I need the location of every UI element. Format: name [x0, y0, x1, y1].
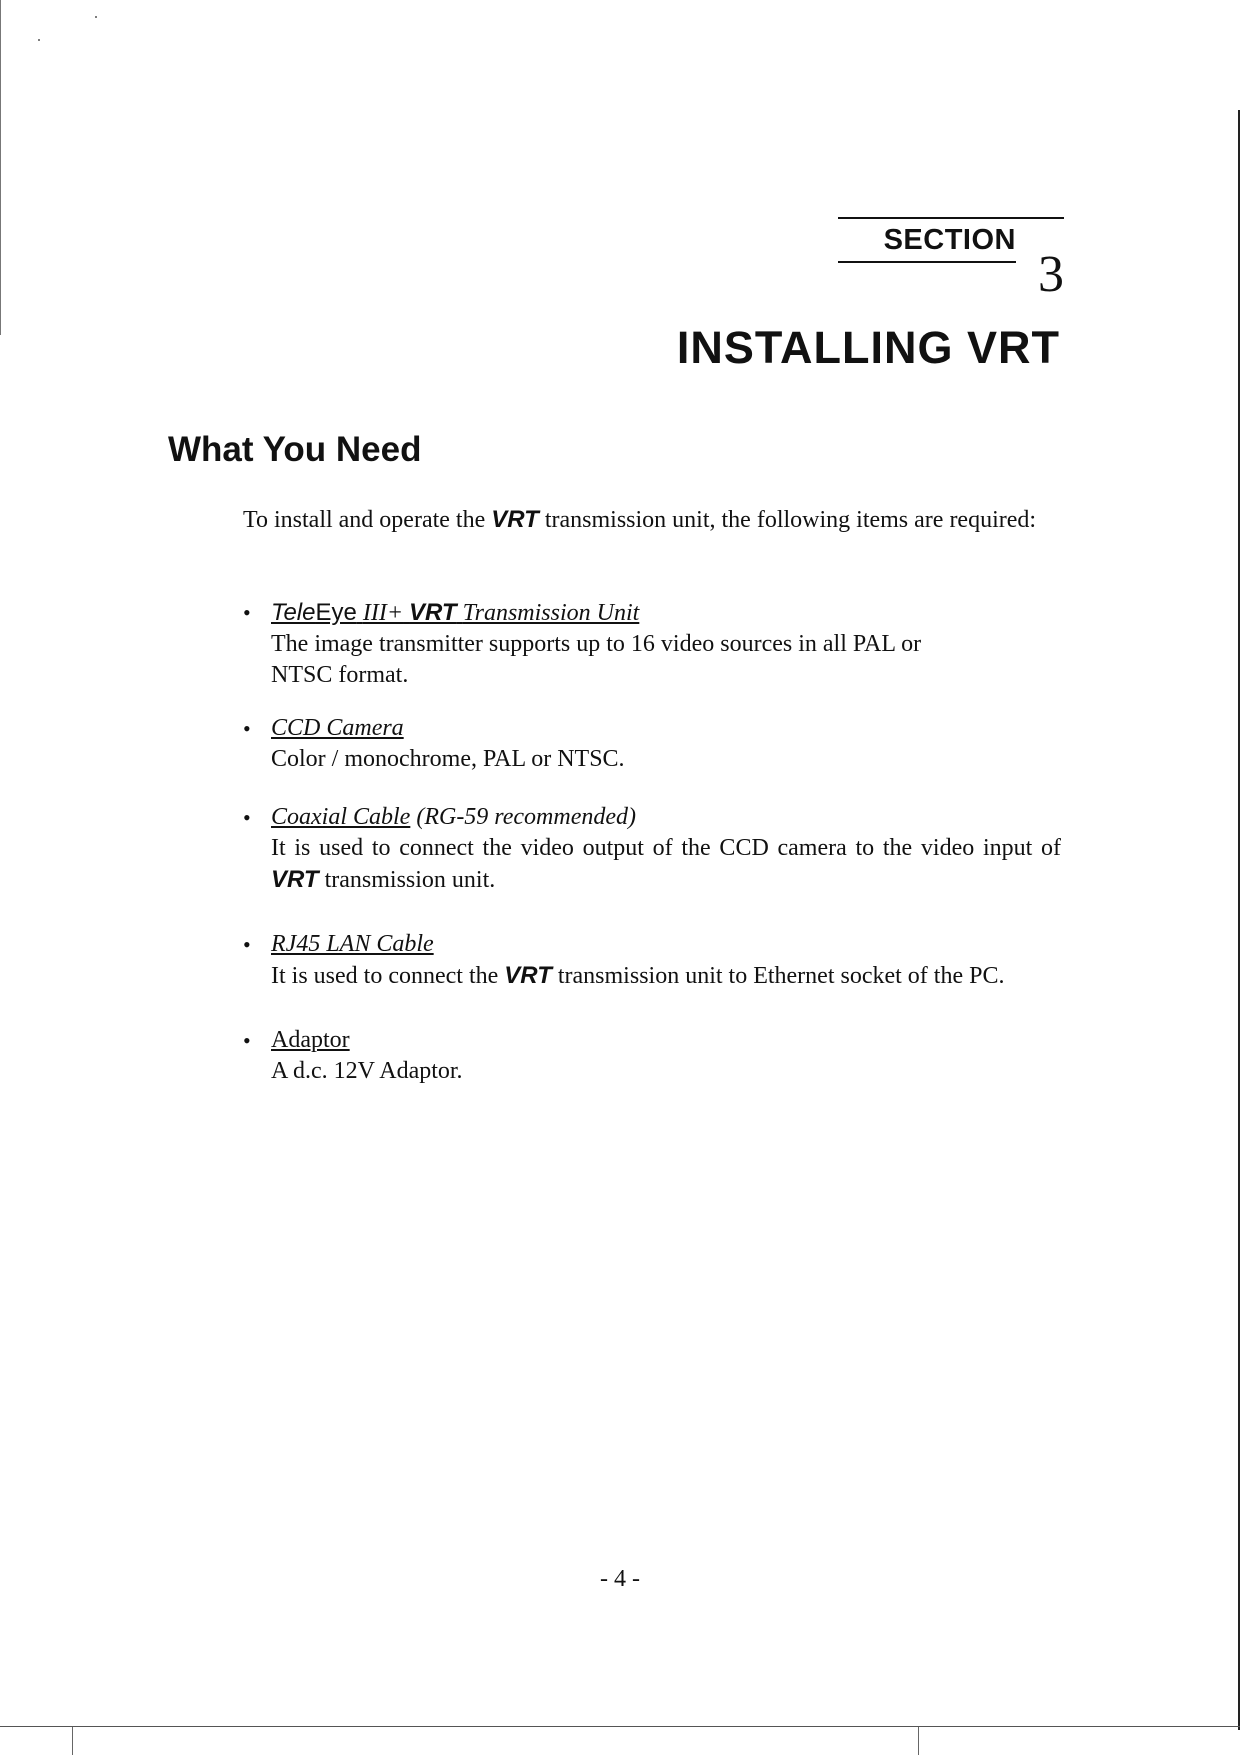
intro-text-after: transmission unit, the following items are required: [544, 507, 1037, 533]
bullet-icon: • [243, 716, 251, 741]
item-title-line [271, 802, 1061, 833]
scan-speck [38, 39, 40, 41]
item-title: Coaxial Cable [271, 804, 411, 830]
item-title: CCD Camera [271, 715, 404, 741]
page-title: INSTALLING VRT [676, 322, 1060, 373]
product-name: VRT [504, 962, 552, 989]
desc-after: transmission unit. [324, 867, 496, 893]
required-items-list [243, 597, 1061, 1087]
desc-after: transmission unit to Ethernet socket of the PC. [557, 963, 1005, 989]
item-title-rest: Transmission Unit [462, 600, 640, 626]
scan-speck [95, 16, 97, 18]
model-name: III+ [362, 600, 404, 626]
list-item-coaxial-cable [243, 802, 1061, 896]
bullet-icon: • [243, 932, 251, 957]
brand-tele: Tele [271, 599, 316, 626]
item-description: Color / monochrome, PAL or NTSC. [271, 746, 625, 772]
brand-eye: Eye [315, 599, 357, 626]
item-title: RJ45 LAN Cable [271, 931, 434, 957]
item-title [271, 597, 1061, 629]
section-rule-bottom [838, 261, 1016, 263]
list-item-transmission-unit [243, 597, 1061, 691]
bullet-icon: • [243, 805, 251, 830]
desc-before: It is used to connect the [271, 963, 499, 989]
scan-tick-right [918, 1727, 919, 1755]
section-heading: What You Need [168, 430, 422, 469]
section-number: 3 [1038, 246, 1064, 303]
intro-product-name: VRT [491, 506, 539, 533]
item-description: The image transmitter supports up to 16 video sources in all PAL or NTSC format. [271, 631, 922, 688]
desc-before: It is used to connect the video output of the CCD camera to the video input of [271, 835, 1061, 861]
list-item-ccd-camera [243, 713, 1061, 775]
item-description [271, 960, 1061, 992]
item-description: A d.c. 12V Adaptor. [271, 1058, 463, 1084]
product-name: VRT [409, 599, 457, 626]
section-label: SECTION [883, 224, 1016, 256]
bullet-icon: • [243, 1028, 251, 1053]
item-title: Adaptor [271, 1027, 350, 1053]
page-number: - 4 - [600, 1566, 640, 1592]
list-item-adaptor [243, 1025, 1061, 1087]
section-marker [838, 217, 1064, 317]
list-item-rj45-lan-cable [243, 929, 1061, 992]
scan-tick-left [72, 1727, 73, 1755]
section-rule-top [838, 217, 1064, 219]
product-name: VRT [271, 866, 319, 893]
intro-text-before: To install and operate the [243, 507, 486, 533]
intro-paragraph [243, 504, 1061, 536]
bullet-icon: • [243, 600, 251, 625]
scan-bottom-rule [0, 1726, 1240, 1727]
item-description [271, 833, 1061, 896]
scan-edge-left [0, 0, 1, 335]
item-note: (RG-59 recommended) [416, 804, 637, 830]
